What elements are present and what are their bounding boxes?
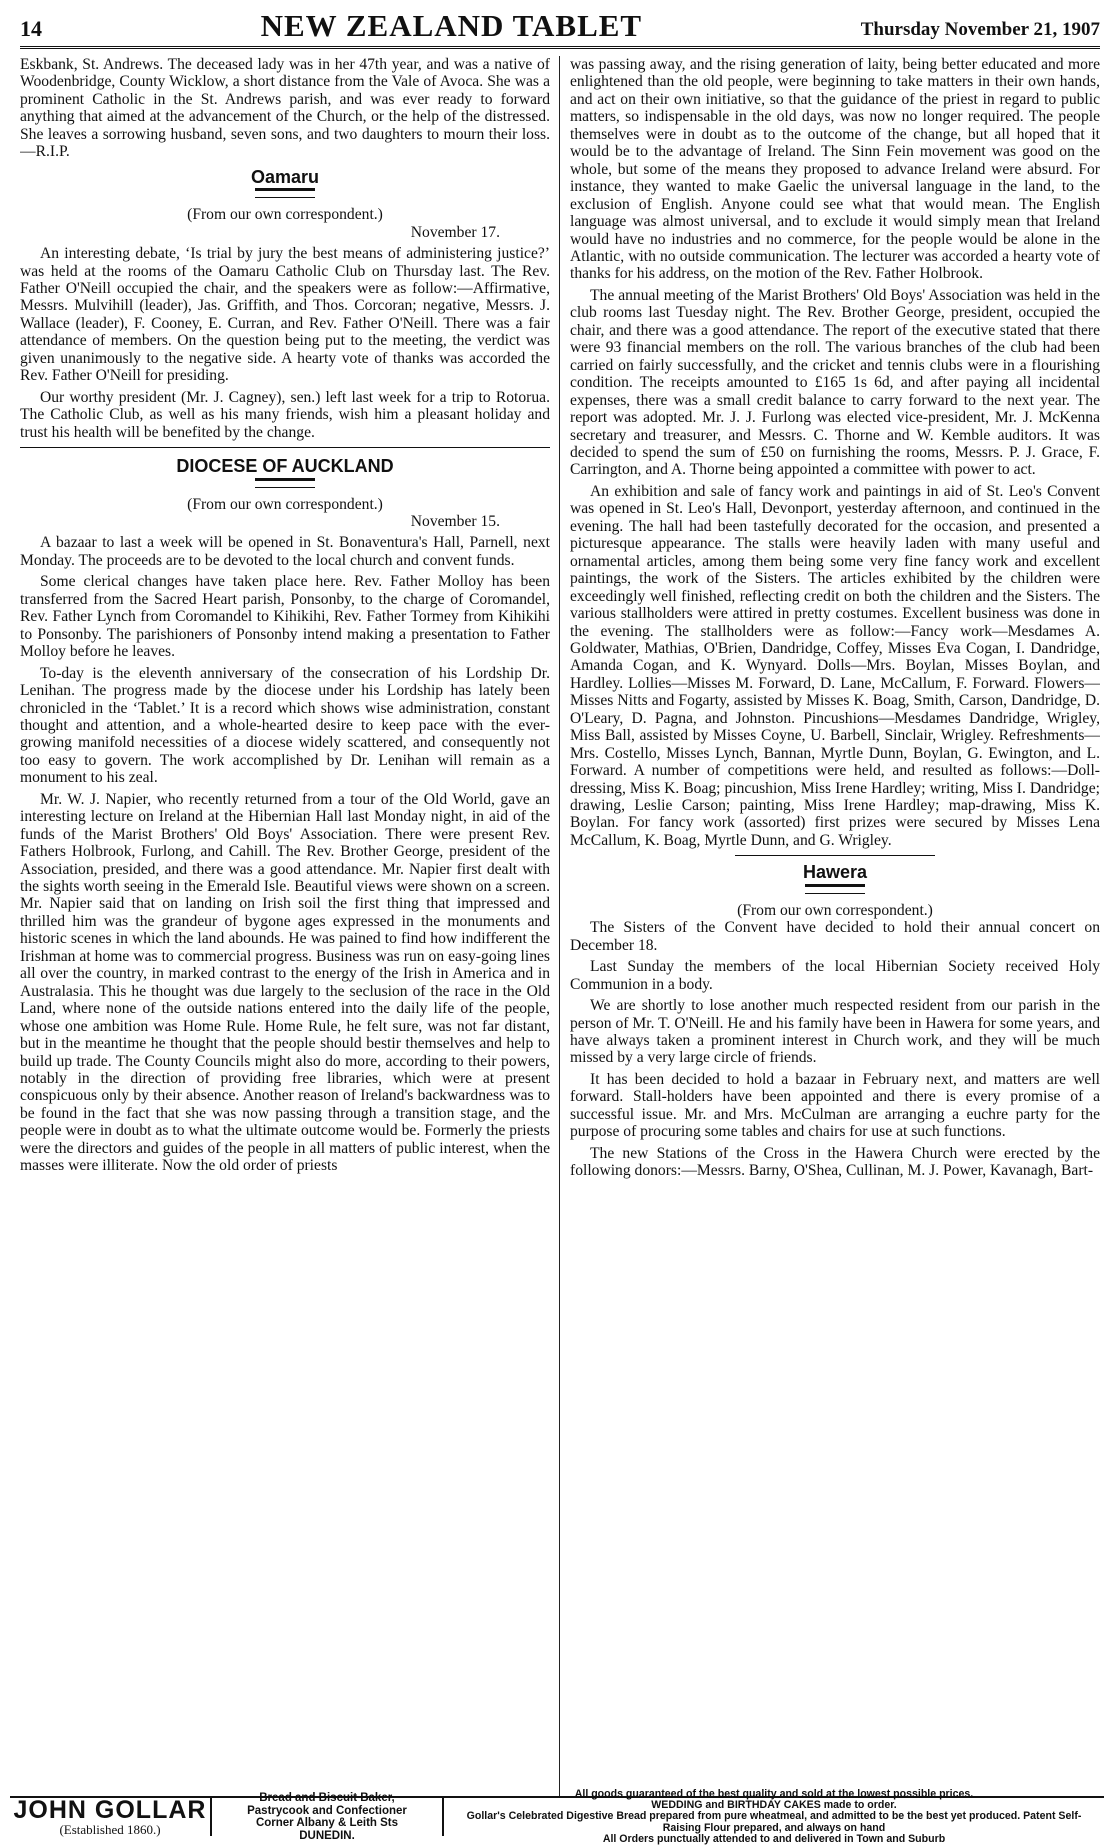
masthead <box>20 6 1100 49</box>
advert-goods-block <box>444 1787 1104 1845</box>
section-heading-oamaru: Oamaru <box>250 166 320 187</box>
article-paragraph: To-day is the eleventh anniversary of the consecration of his Lordship Dr. Lenihan. The progress made by the diocese under his Lordship has lately been chronicled in the ‘Tablet.’ It is a record which shows wise administration, constant thought and attention, and a whole-hearted desire to keep pace with the ever-growing manifold necessities of a diocese widely scattered, and consequently not too easy to govern. The work accomplished by Dr. Lenihan will remain as a monument to his zeal. <box>20 664 550 787</box>
article-paragraph: The Sisters of the Convent have decided to hold their annual concert on December 18. <box>570 919 1100 954</box>
article-paragraph: An exhibition and sale of fancy work and paintings in aid of St. Leo's Convent was opened in St. Leo's Hall, Devonport, yesterday afternoon, and continued in the evening. The hall had been tastefully decorated for the occasion, and presented a picturesque appearance. The stalls were heavily laden with many useful and ornamental articles, among them being some very fine fancy work and excellent paintings, the work of the Sisters. The articles exhibited by the children were exceedingly well finished, reflecting credit on both the children and the Sisters. The various stallholders were attired in pretty costumes. Excellent business was done in the evening. The stallholders were as follow:—Fancy work—Mesdames A. Goldwater, Mathias, O'Brien, Dandridge, Coffey, Misses Eva Cogan, I. Dandridge, Amanda Cogan, and K. Wynyard. Dolls—Mrs. Boylan, Misses Boylan, and Hardley. Lollies—Misses M. Forward, D. Lane, McCallum, F. Forward. Flowers—Misses Nitts and Fogarty, assisted by Misses K. Boag, Smith, Carson, Dandridge, D. O'Leary, D. Pagna, and Johnston. Pincushions—Mesdames Dandridge, Wrigley, Miss Ball, assisted by Misses Coyne, U. Barbell, Sinclair, Wrigley. Refreshments—Mrs. Costello, Misses Lynch, Bannan, Myrtle Dunn, Boylan, G. Ewington, and L. Forward. A number of competitions were held, and resulted as follows:—Doll-dressing, Miss K. Boag; pincushion, Miss Irene Hardley; writing, Miss I. Dandridge; drawing, Leslie Carson; painting, Miss Irene Hardley; map-drawing, Miss K. Boylan. For fancy work (assorted) first prizes were secured by Misses Lena McCallum, K. Boag, Myrtle Dunn, and G. Wrigley. <box>570 482 1100 849</box>
column-rule <box>559 56 560 1796</box>
left-column <box>20 56 550 1794</box>
advert-goods-line: Gollar's Celebrated Digestive Bread prepared from pure wheatmeal, and admitted to be the best yet produced. Patent Self-Raising Flour prepared, and always on hand <box>466 1810 1082 1834</box>
article-paragraph: Some clerical changes have taken place here. Rev. Father Molloy has been transferred from the Sacred Heart parish, Ponsonby, to the charge of Coromandel, Rev. Father Lynch from Coromandel to Kihikihi, Rev. Father Tormey from Kihikihi to Ponsonby. The parishioners of Ponsonby intend making a presentation to Father Molloy before he leaves. <box>20 573 550 661</box>
ornament-divider <box>805 884 865 894</box>
article-paragraph: The annual meeting of the Marist Brothers' Old Boys' Association was held in the club rooms last Tuesday night. The Rev. Brother George, president, occupied the chair, and there was a good attendance. The report of the executive stated that there were 93 financial members on the roll. The various branches of the club had been carried on fairly successfully, and the cricket and tennis clubs were in a flourishing condition. The receipts amounted to £165 1s 6d, and after paying all incidental expenses, there was a small credit balance to carry forward to the next year. The report was adopted. Mr. J. J. Furlong was elected vice-president, Mr. J. McKenna secretary and treasurer, and Messrs. C. Thorne and W. Kemble auditors. It was decided to spend the sum of £50 on furnishing the rooms, Messrs. P. J. Grace, F. Carrington, and A. Thorne being appointed a committee with power to act. <box>570 286 1100 479</box>
section-heading-auckland: DIOCESE OF AUCKLAND <box>176 456 394 477</box>
lecture-continuation: was passing away, and the rising generation of laity, being better educated and more enlightened than the old people, were beginning to take matters in their own hands, and act on their own initiative, so that the guidance of the priest in regard to public matters, so indispensable in the old days, was now no longer required. The people themselves were in doubt as to the outcome of the change, but all hoped that it would be to the advantage of Ireland. The Sinn Fein movement was good on the whole, but some of the means they proposed to advance Ireland were absurd. For instance, they wanted to make Gaelic the universal language in the land, to the exclusion of English. Anyone could see what that would mean. The English language was almost universal, and to exclude it would simply mean that Ireland would have no industries and no commerce, for the people would be alone in the Atlantic, with no outside communication. The lecturer was accorded a hearty vote of thanks for his address, on the motion of the Rev. Father Holbrook. <box>570 56 1100 283</box>
byline: (From our own correspondent.) <box>187 206 383 224</box>
ornament-divider <box>255 188 315 198</box>
advert-trade-line: Corner Albany & Leith Sts <box>255 1817 399 1829</box>
advert-goods-line: All goods guaranteed of the best quality and sold at the lowest possible prices. <box>574 1787 974 1800</box>
byline: (From our own correspondent.) <box>187 495 383 513</box>
dateline: November 15. <box>410 512 500 530</box>
ornament-divider <box>255 478 315 488</box>
byline: (From our own correspondent.) <box>737 901 933 919</box>
article-paragraph: Our worthy president (Mr. J. Cagney), sen.) left last week for a trip to Rotorua. The Catholic Club, as well as his many friends, wish him a pleasant holiday and trust his health will be benefited by the change. <box>20 388 550 441</box>
advertisement-banner <box>10 1787 1104 1845</box>
advert-trade-line: DUNEDIN. <box>299 1829 355 1842</box>
advert-trade-line: Bread and Biscuit Baker, <box>259 1792 395 1804</box>
article-paragraph: We are shortly to lose another much respected resident from our parish in the person of Mr. T. O'Neill. He and his family have been in Hawera for some years, and have always taken a prominent interest in Church work, and they will be much missed by a very large circle of friends. <box>570 997 1100 1067</box>
paper-title: NEW ZEALAND TABLET <box>260 8 643 43</box>
section-rule <box>20 447 550 448</box>
article-paragraph: The new Stations of the Cross in the Hawera Church were erected by the following donors:—Messrs. Barny, O'Shea, Cullinan, M. J. Power, Kavanagh, Bart- <box>570 1144 1100 1180</box>
issue-date: Thursday November 21, 1907 <box>860 19 1100 40</box>
advert-trade-line: Pastrycook and Confectioner <box>247 1804 407 1817</box>
article-paragraph: An interesting debate, ‘Is trial by jury the best means of administering justice?’ was held at the rooms of the Oamaru Catholic Club on Thursday last. The Rev. Father O'Neill occupied the chair, and the speakers were as follow:—Affirmative, Messrs. Mulvihill (leader), Jas. Griffith, and Thos. Corcoran; negative, Messrs. J. Wallace (leader), F. Cooney, E. Curran, and Rev. Father O'Neill. There was a fair attendance of members. On the question being put to the meeting, the verdict was given unanimously to the negative side. A hearty vote of thanks was accorded the Rev. Father O'Neill for presiding. <box>20 245 550 385</box>
article-paragraph: Mr. W. J. Napier, who recently returned from a tour of the Old World, gave an interesting lecture on Ireland at the Hibernian Hall last Monday night, in aid of the funds of the Marist Brothers' Old Boys' Association. There were present Rev. Fathers Holbrook, Furlong, and Cahill. The Rev. Brother George, president of the Association, presided, and there was a good attendance. Mr. Napier first dealt with the sights worth seeing in the Emerald Isle. Beautiful views were shown on a screen. Mr. Napier said that on landing on Irish soil the first thing that impressed and thrilled him was the grandeur of bygone ages expressed in the monuments and historic scenes in which the land abounds. He was pained to find how indifferent the Irishman at home was to commercial progress. Business was run on easy-going lines all over the country, in marked contrast to the energy of the Irish in America and in Australasia. This he thought was due largely to the seclusion of the race in the Old Land, where none of the outside nations entered into the daily life of the people, whose one ambition was Home Rule. Home Rule, he felt sure, was not far distant, but in the meantime he thought that the people should bestir themselves and help to build up trade. The County Councils might also do more, according to their powers, notably in the direction of providing free libraries, which were at present conspicuous only by their absence. Another reason of Ireland's backwardness was to be found in the fact that she was now passing through a transition stage, and the people were in doubt as to what the ultimate outcome would be. Formerly the priests were the directors and guides of the people in all matters of public interest, when the masses were illiterate. Now the old order of priests <box>20 790 550 1175</box>
advert-trade-block <box>212 1792 444 1842</box>
advert-goods-line: All Orders punctually attended to and delivered in Town and Suburb <box>602 1832 946 1845</box>
page-number: 14 <box>20 16 42 41</box>
right-column <box>570 56 1100 1794</box>
dateline: November 17. <box>410 223 500 241</box>
advert-brand-block <box>10 1798 212 1836</box>
advert-established: (Established 1860.) <box>59 1822 161 1837</box>
obituary-continuation: Eskbank, St. Andrews. The deceased lady was in her 47th year, and was a native of Woodenbridge, County Wicklow, a short distance from the Vale of Avoca. She was a prominent Catholic in the St. Andrews parish, and was ever ready to forward anything that aimed at the advancement of the Church, or the help of the distressed. She leaves a sorrowing husband, seven sons, and two daughters to mourn their loss.—R.I.P. <box>20 56 550 161</box>
advert-brand: JOHN GOLLAR <box>13 1796 207 1824</box>
section-heading-hawera: Hawera <box>802 862 868 883</box>
advert-goods-line: WEDDING and BIRTHDAY CAKES made to order. <box>651 1799 897 1812</box>
article-paragraph: A bazaar to last a week will be opened in St. Bonaventura's Hall, Parnell, next Monday. The proceeds are to be devoted to the local church and convent funds. <box>20 534 550 569</box>
article-paragraph: It has been decided to hold a bazaar in February next, and matters are well forward. Stall-holders have been appointed and there is every promise of a successful issue. Mr. and Mrs. McCulman are arranging a euchre party for the purpose of procuring some tables and chairs for use at such functions. <box>570 1070 1100 1141</box>
section-rule <box>735 855 935 856</box>
article-paragraph: Last Sunday the members of the local Hibernian Society received Holy Communion in a body. <box>570 958 1100 993</box>
